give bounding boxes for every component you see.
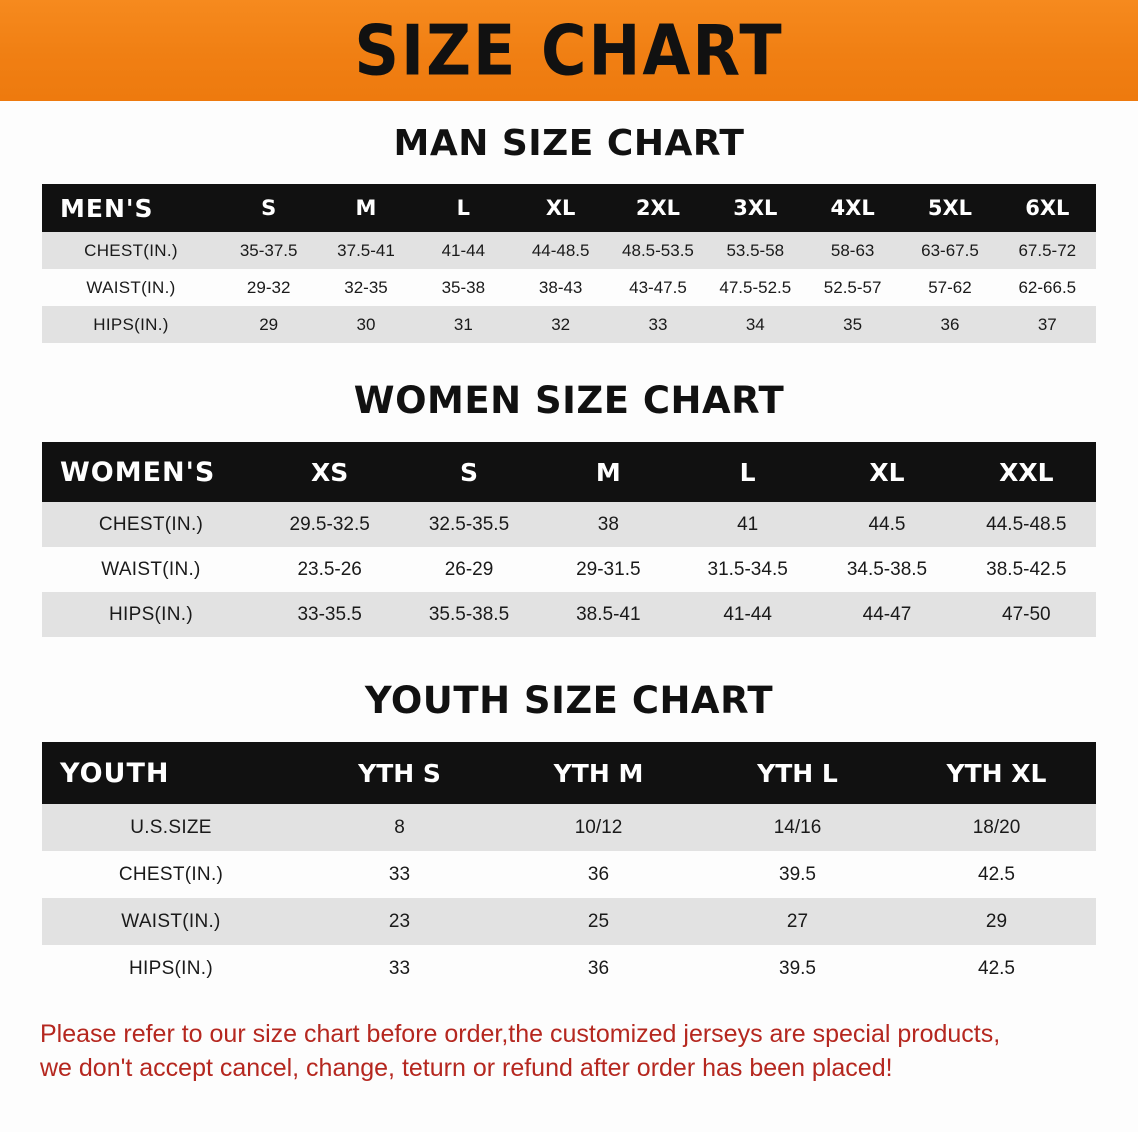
table-cell: 35-38 <box>415 269 512 306</box>
table-cell: 33-35.5 <box>260 592 399 637</box>
man-section-title: MAN SIZE CHART <box>393 123 745 164</box>
table-cell: 63-67.5 <box>901 232 998 269</box>
row-label: HIPS(IN.) <box>42 592 260 637</box>
table-cell: 38 <box>539 502 678 547</box>
table-cell: 31 <box>415 306 512 343</box>
header-cell: YTH L <box>698 742 897 804</box>
table-header-row <box>42 442 1096 502</box>
row-label: CHEST(IN.) <box>42 851 300 898</box>
header-cell: 2XL <box>609 184 706 232</box>
row-label: HIPS(IN.) <box>42 945 300 992</box>
table-cell: 67.5-72 <box>999 232 1096 269</box>
table-cell: 32 <box>512 306 609 343</box>
table-cell: 29 <box>897 898 1096 945</box>
table-cell: 44.5 <box>817 502 956 547</box>
header-cell: XL <box>817 442 956 502</box>
table-cell: 33 <box>300 851 499 898</box>
table-row <box>42 851 1096 898</box>
row-label: WAIST(IN.) <box>42 547 260 592</box>
row-label: HIPS(IN.) <box>42 306 220 343</box>
table-cell: 41-44 <box>678 592 817 637</box>
table-cell: 29.5-32.5 <box>260 502 399 547</box>
table-cell: 44.5-48.5 <box>957 502 1096 547</box>
man-table-wrap <box>42 184 1096 343</box>
header-cell: YTH S <box>300 742 499 804</box>
row-label: WAIST(IN.) <box>42 898 300 945</box>
table-cell: 37.5-41 <box>317 232 414 269</box>
table-row <box>42 804 1096 851</box>
page-banner <box>0 0 1138 101</box>
table-cell: 29-32 <box>220 269 317 306</box>
row-label: WAIST(IN.) <box>42 269 220 306</box>
table-cell: 34 <box>707 306 804 343</box>
table-row <box>42 502 1096 547</box>
header-cell: S <box>399 442 538 502</box>
table-cell: 35.5-38.5 <box>399 592 538 637</box>
table-cell: 47.5-52.5 <box>707 269 804 306</box>
header-cell: L <box>415 184 512 232</box>
table-cell: 10/12 <box>499 804 698 851</box>
row-label: U.S.SIZE <box>42 804 300 851</box>
row-label: CHEST(IN.) <box>42 502 260 547</box>
table-cell: 44-47 <box>817 592 956 637</box>
table-cell: 8 <box>300 804 499 851</box>
table-cell: 36 <box>499 945 698 992</box>
table-cell: 14/16 <box>698 804 897 851</box>
table-cell: 39.5 <box>698 851 897 898</box>
header-cell: YTH XL <box>897 742 1096 804</box>
header-cell: XS <box>260 442 399 502</box>
table-header-row <box>42 184 1096 232</box>
table-cell: 53.5-58 <box>707 232 804 269</box>
table-cell: 52.5-57 <box>804 269 901 306</box>
note-line-2: we don't accept cancel, change, teturn or refund after order has been placed! <box>40 1053 893 1082</box>
table-cell: 36 <box>499 851 698 898</box>
table-cell: 62-66.5 <box>999 269 1096 306</box>
table-cell: 30 <box>317 306 414 343</box>
table-cell: 38-43 <box>512 269 609 306</box>
header-cell: WOMEN'S <box>42 442 260 502</box>
table-row <box>42 232 1096 269</box>
table-cell: 29-31.5 <box>539 547 678 592</box>
table-row <box>42 592 1096 637</box>
table-cell: 43-47.5 <box>609 269 706 306</box>
table-cell: 58-63 <box>804 232 901 269</box>
table-cell: 57-62 <box>901 269 998 306</box>
youth-section-title: YOUTH SIZE CHART <box>364 679 774 722</box>
table-cell: 41-44 <box>415 232 512 269</box>
table-row <box>42 306 1096 343</box>
table-cell: 36 <box>901 306 998 343</box>
table-cell: 33 <box>609 306 706 343</box>
table-cell: 18/20 <box>897 804 1096 851</box>
table-row <box>42 945 1096 992</box>
table-cell: 32-35 <box>317 269 414 306</box>
header-cell: 4XL <box>804 184 901 232</box>
disclaimer-note <box>40 1018 1098 1086</box>
header-cell: YOUTH <box>42 742 300 804</box>
table-cell: 35 <box>804 306 901 343</box>
header-cell: S <box>220 184 317 232</box>
table-cell: 29 <box>220 306 317 343</box>
header-cell: L <box>678 442 817 502</box>
table-cell: 33 <box>300 945 499 992</box>
table-cell: 41 <box>678 502 817 547</box>
table-row <box>42 898 1096 945</box>
page-title: SIZE CHART <box>354 9 784 91</box>
table-cell: 32.5-35.5 <box>399 502 538 547</box>
youth-size-table <box>42 742 1096 992</box>
table-cell: 23 <box>300 898 499 945</box>
table-cell: 37 <box>999 306 1096 343</box>
women-table-wrap <box>42 442 1096 637</box>
table-cell: 47-50 <box>957 592 1096 637</box>
table-row <box>42 269 1096 306</box>
table-cell: 48.5-53.5 <box>609 232 706 269</box>
table-cell: 39.5 <box>698 945 897 992</box>
table-cell: 31.5-34.5 <box>678 547 817 592</box>
header-cell: 3XL <box>707 184 804 232</box>
table-header-row <box>42 742 1096 804</box>
header-cell: MEN'S <box>42 184 220 232</box>
youth-table-wrap <box>42 742 1096 992</box>
table-cell: 26-29 <box>399 547 538 592</box>
table-cell: 23.5-26 <box>260 547 399 592</box>
table-cell: 25 <box>499 898 698 945</box>
table-cell: 34.5-38.5 <box>817 547 956 592</box>
header-cell: YTH M <box>499 742 698 804</box>
header-cell: 5XL <box>901 184 998 232</box>
row-label: CHEST(IN.) <box>42 232 220 269</box>
table-cell: 35-37.5 <box>220 232 317 269</box>
table-cell: 27 <box>698 898 897 945</box>
women-section-title: WOMEN SIZE CHART <box>353 379 785 422</box>
header-cell: M <box>317 184 414 232</box>
women-size-table <box>42 442 1096 637</box>
table-cell: 38.5-42.5 <box>957 547 1096 592</box>
header-cell: XL <box>512 184 609 232</box>
note-line-1: Please refer to our size chart before order,the customized jerseys are special products, <box>40 1020 1001 1048</box>
man-size-table <box>42 184 1096 343</box>
header-cell: 6XL <box>999 184 1096 232</box>
table-row <box>42 547 1096 592</box>
table-cell: 42.5 <box>897 945 1096 992</box>
table-cell: 44-48.5 <box>512 232 609 269</box>
header-cell: M <box>539 442 678 502</box>
table-cell: 42.5 <box>897 851 1096 898</box>
header-cell: XXL <box>957 442 1096 502</box>
table-cell: 38.5-41 <box>539 592 678 637</box>
